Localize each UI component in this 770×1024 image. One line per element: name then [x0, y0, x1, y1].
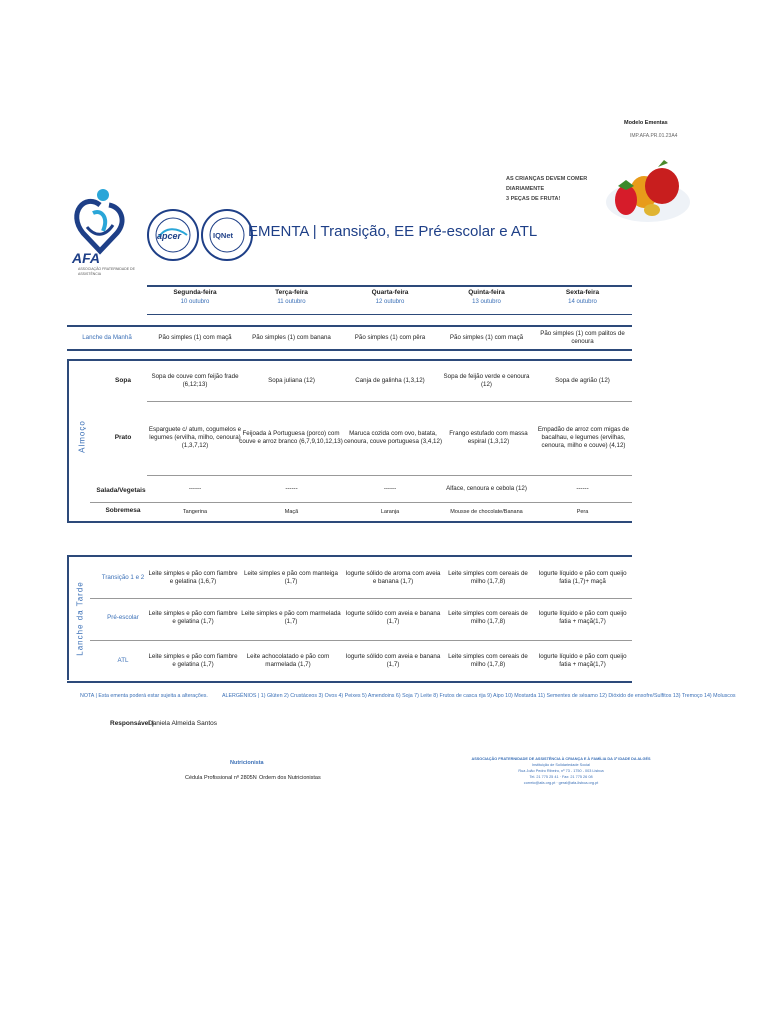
salada-label: Salada/Vegetais: [96, 487, 146, 494]
footer-allergens: ALERGÉNIOS | 1) Glúten 2) Crustáceos 3) Ovos 4) Peixes 5) Amendoins 6) Soja 7) Leite 8) Frutos de casca rija 9) Aipo 10) Mostarda 11) Sementes de sésamo 12) Dióxido de enxofre/Sulfitos 13) Tremoço 14) Moluscos: [222, 693, 736, 699]
day-date: 14 outubro: [568, 299, 597, 305]
sopa-cell: Sopa de feijão verde e cenoura (12): [443, 373, 530, 388]
nutritionist-title: Nutricionista: [230, 760, 264, 766]
lanche-manha-cell: Pão simples (1) com maçã: [449, 334, 524, 341]
org-line: Instituição de Solidariedade Social: [531, 763, 591, 767]
lanche-tarde-cell: Leite simples e pão com marmelada (1,7): [241, 610, 341, 625]
lanche-tarde-cell: Iogurte líquido e pão com queijo fatia + maçã(1,7): [538, 653, 627, 668]
org-line: Rua João Pedro Ribeiro, nº 73 - 1750 - 003 Lisboa: [518, 769, 604, 773]
afa-logo-text: AFA: [72, 250, 100, 266]
day-name: Segunda-feira: [173, 289, 217, 296]
salada-cell: ------: [285, 484, 298, 492]
day-name: Terça-feira: [275, 289, 308, 296]
day-header-3: [340, 289, 440, 305]
lanche-tarde-cell: Iogurte sólido com aveia e banana (1,7): [345, 610, 441, 625]
fruit-message-line2: 3 PEÇAS DE FRUTA!: [506, 196, 561, 202]
day-date: 12 outubro: [375, 299, 405, 305]
responsible-label: Responsável |: [110, 720, 154, 727]
org-line: correio@afa.org.pt · geral@afa-lisboa.org.pt: [523, 781, 599, 785]
prato-cell: Empadão de arroz com migas de bacalhau, e legumes (ervilhas, cenoura, milho e couve) (4,12): [537, 426, 630, 449]
salada-cell: ------: [576, 484, 589, 492]
sopa-label: Sopa: [115, 377, 131, 384]
org-name: ASSOCIAÇÃO FRATERNIDADE DE ASSISTÊNCIA À CRIANÇA E À FAMÍLIA DA 3ª IDADE DA ALGÉS: [471, 757, 651, 761]
lanche-tarde-cell: Leite simples e pão com fiambre e gelatina (1,6,7): [148, 570, 238, 585]
prato-label: Prato: [114, 434, 132, 441]
afa-logo-subtext: ASSOCIAÇÃO FRATERNIDADE DE ASSISTÊNCIA: [78, 267, 135, 276]
day-date: 10 outubro: [180, 299, 210, 305]
page-title: EMENTA | Transição, EE Pré-escolar e ATL: [248, 223, 538, 240]
prato-cell: Maruca cozida com ovo, batata, cenoura, couve portuguesa (3,4,12): [343, 430, 443, 445]
cedula: Cédula Profissional nº 2805N: [185, 775, 257, 781]
sobremesa-cell: Tangerina: [182, 509, 208, 515]
org-line: Tel. 21 775 25 41 · Fax: 21 775 26 08: [529, 775, 593, 779]
sobremesa-cell: Pera: [576, 509, 589, 515]
salada-cell: ------: [188, 484, 202, 492]
group-label-transicao: Transição 1 e 2: [101, 574, 145, 581]
salada-cell: ------: [383, 484, 397, 492]
lanche-manha-cell: Pão simples (1) com pêra: [354, 334, 426, 341]
day-header-5: [533, 289, 632, 305]
responsible-name: Daniela Almeida Santos: [148, 720, 218, 727]
sobremesa-cell: Maçã: [284, 509, 299, 515]
sobremesa-label: Sobremesa: [105, 507, 141, 514]
lanche-tarde-cell: Leite simples com cereais de milho (1,7,8): [448, 653, 528, 668]
prato-cell: Esparguete c/ atum, cogumelos e legumes (ervilha, milho, cenoura) (1,3,7,12): [148, 426, 242, 449]
group-label-pre-escolar: Pré-escolar: [107, 614, 139, 621]
salada-cell: Alface, cenoura e cebola (12): [446, 484, 527, 492]
sopa-cell: Sopa de agrião (12): [555, 377, 610, 384]
fruit-message-line1: AS CRIANÇAS DEVEM COMER DIARIAMENTE: [506, 176, 588, 192]
lanche-tarde-cell: Leite simples com cereais de milho (1,7,8): [448, 610, 528, 625]
sobremesa-cell: Mousse de chocolate/Banana: [450, 509, 523, 515]
sobremesa-cell: Laranja: [380, 509, 400, 515]
lanche-tarde-cell: Leite simples e pão com fiambre e gelatina (1,7): [148, 653, 238, 668]
day-name: Quinta-feira: [468, 289, 505, 296]
prato-cell: Frango estufado com massa espiral (1,3,12): [449, 430, 528, 445]
almoco-side-label: Almoço: [77, 420, 87, 453]
day-header-2: [243, 289, 340, 305]
org-info: [466, 756, 656, 786]
lanche-manha-cell: Pão simples (1) com banana: [252, 334, 331, 341]
lanche-tarde-side-label: Lanche da Tarde: [75, 581, 85, 656]
model-title: Modelo Ementas: [624, 120, 668, 126]
day-name: Quarta-feira: [371, 289, 409, 296]
footer-note: NOTA | Esta ementa poderá estar sujeita a alterações.: [80, 693, 208, 699]
day-date: 13 outubro: [472, 299, 501, 305]
lanche-tarde-cell: Iogurte líquido e pão com queijo fatia (1,7)+ maçã: [538, 570, 627, 585]
day-name: Sexta-feira: [565, 289, 600, 296]
sopa-cell: Sopa de couve com feijão frade (6,12;13): [151, 373, 239, 388]
lanche-tarde-cell: Iogurte líquido e pão com queijo fatia + maçã(1,7): [538, 610, 627, 625]
model-code: IMP.AFA.PR.01.23A4: [630, 133, 678, 139]
apcer-label: apcer: [157, 231, 182, 241]
lanche-manha-cell: Pão simples (1) com maçã: [158, 334, 232, 341]
lanche-tarde-cell: Leite achocolatado e pão com marmelada (1,7): [246, 653, 330, 668]
group-label-atl: ATL: [117, 657, 129, 664]
lanche-tarde-cell: Leite simples e pão com manteiga (1,7): [244, 570, 338, 585]
prato-cell: Feijoada à Portuguesa (porco) com couve e arroz branco (6,7,9,10,12,13): [239, 430, 343, 445]
lanche-manha-label: Lanche da Manhã: [82, 334, 132, 341]
day-header-4: [440, 289, 533, 305]
lanche-tarde-cell: Iogurte sólido com aveia e banana (1,7): [345, 653, 441, 668]
sopa-cell: Canja de galinha (1,3,12): [355, 377, 425, 384]
day-date: 11 outubro: [277, 299, 306, 305]
ordem: Ordem dos Nutricionistas: [259, 775, 321, 781]
iqnet-label: IQNet: [213, 231, 234, 240]
sopa-cell: Sopa juliana (12): [268, 377, 315, 384]
fruit-illustration: [598, 150, 698, 230]
lanche-tarde-cell: Iogurte sólido de aroma com aveia e banana (1,7): [345, 570, 441, 585]
lanche-tarde-cell: Leite simples e pão com fiambre e gelatina (1,7): [148, 610, 238, 625]
day-header-1: [147, 289, 243, 305]
apple-icon: [645, 168, 679, 204]
lanche-manha-cell: Pão simples (1) com palitos de cenoura: [540, 330, 625, 345]
lanche-tarde-cell: Leite simples com cereais de milho (1,7,8): [448, 570, 528, 585]
